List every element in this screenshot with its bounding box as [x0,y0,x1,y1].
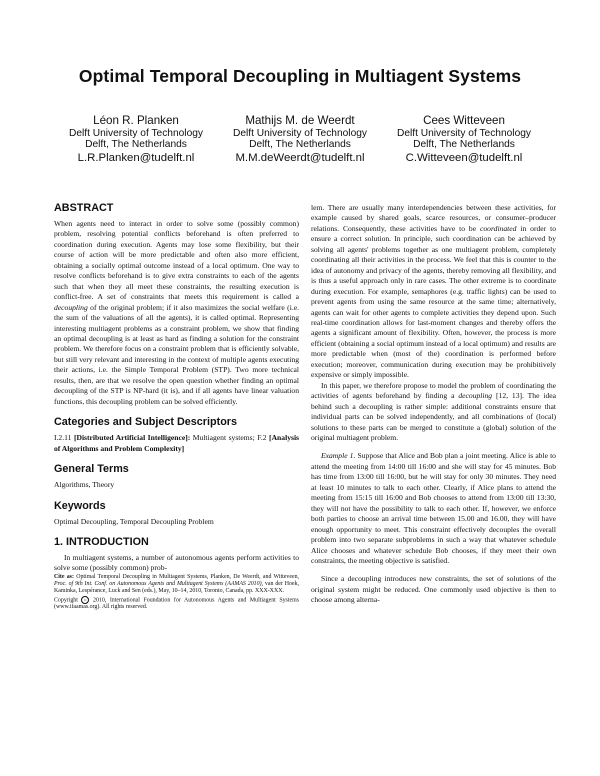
body-paragraph: Since a decoupling introduces new constraints, the set of solutions of the original system might be reduced. One commonly used objective is then to choose among alterna- [311,574,556,605]
body-paragraph: lem. There are usually many interdependencies between these activities, for example caused by shared goals, scarce resources, or consumer–producer relations. Consequently, these activities have to be coordinated in order to ensure a correct solution. In principle, such coordination can be achieved by solving all agents' problems together as one multiagent problem, completely coordinating all their activities in the process. We feel that this is counter to the idea of autonomy and privacy of the agents, thereby removing all flexibility, and is thus a useful approach only in rare cases. The other extreme is to coordinate during execution. For example, semaphores (e.g. traffic lights) can be used to prevent agents from using the same resource at the same time; alternatively, agents can wait for other agents to complete activities they depend upon. Such real-time coordination allows for last-moment changes and thereby offers the agents a significant amount of flexibility. Often, however, the process is more efficient (obtaining a social optimum instead of a local optimum) and results are more predictable when (most of the) coordination is performed before execution; moreover, communication during execution may be prohibitively expensive or simply impossible. [311,203,557,380]
author-1 [54,114,218,165]
author-email: C.Witteveen@tudelft.nl [405,151,523,164]
right-column [311,203,556,606]
author-email: L.R.Planken@tudelft.nl [77,151,195,164]
introduction-heading: 1. INTRODUCTION [54,535,149,548]
keywords-heading: Keywords [54,499,106,512]
author-3 [382,114,546,165]
body-paragraph: In this paper, we therefore propose to model the problem of coordinating the activities of agents beforehand by finding a decoupling [12, 13]. The idea behind such a decoupling is rather simple: additional constraints ensure that individual parts can be solved independently, and all combinations of (local) solutions to these parts can be merged to constitute a (global) solution of the original multiagent problem. [311,380,556,442]
general-terms-text: Algorithms, Theory [54,480,115,490]
categories-text: I.2.11 [Distributed Artificial Intelligence]: Multiagent systems; F.2 [Analysis of Algorithms and Problem Complexity] [54,433,300,453]
abstract-heading: ABSTRACT [54,202,114,214]
author-institution: Delft University of Technology [396,128,531,139]
author-name: Léon R. Planken [93,114,179,127]
copyright-icon: c [81,596,89,604]
paper-title: Optimal Temporal Decoupling in Multiagent Systems [78,66,522,86]
left-column [54,202,299,612]
introduction-text: In multiagent systems, a number of autonomous agents perform activities to solve some (possibly common) prob- [54,552,299,573]
author-institution: Delft University of Technology [68,128,203,139]
author-email: M.M.deWeerdt@tudelft.nl [235,151,365,164]
author-location: Delft, The Netherlands [413,139,515,151]
author-block [54,114,546,164]
abstract-text: When agents need to interact in order to solve some (possibly common) problem, resolving potential conflicts beforehand is often preferred to coordination during execution. Agents may lose some flexibility, but their course of action will be more predictable and often also more efficient, obtaining a socially optimal outcome instead of a local optimum. One way to resolve conflicts beforehand is to give extra constraints to each of the agents such that when they all meet these constraints, the resulting execution is conflict-free. A set of constraints that meets this requirement is called a decoupling of the original problem; if it also maximizes the social welfare (i.e. the sum of the valuations of all the agents), it is called optimal. Representing interesting multiagent problems as a constraint problem, we show that finding an optimal decoupling is at least as hard as finding a solution for the constraint problem. We therefore focus on a constraint problem that is efficiently solvable, but still very relevant and interesting in the context of multiple agents executing their actions, i.e. the Simple Temporal Problem (STP). Two more technical results, then, are that we resolve the open question whether finding an optimal decoupling of the STP is NP-hard (it is), and if all agents have linear valuation functions, this decoupling problem can be solved efficiently. [54,219,299,406]
keywords-text: Optimal Decoupling, Temporal Decoupling Problem [54,516,214,526]
author-location: Delft, The Netherlands [249,139,351,151]
example-paragraph: Example 1. Suppose that Alice and Bob plan a joint meeting. Alice is able to attend the meeting from 14:00 till 16:00 and she will stay for 45 minutes. Bob has time from 13:00 till 16:00, but he will stay for only 30 minutes. They need at least 10 minutes to talk to each other. Clearly, if Alice plans to attend the meeting from 15:15 till 16:00 and Bob chooses to attend from 13:00 till 13:30, they will not have the possibility to talk to each other. If, however, we enforce both parties to choose an arrival time between 15.00 and 16.00, they will have enough opportunity to meet. This constraint effectively decouples the overall problem into two separate subproblems in such a way that whatever schedule Alice chooses and whatever schedule Bob chooses, if they meet their own constraints, the meeting objective is satisfied. [311,451,556,565]
author-name: Cees Witteveen [423,114,505,127]
categories-heading: Categories and Subject Descriptors [54,416,237,429]
author-institution: Delft University of Technology [232,128,367,139]
footer-copyright: Copyright c 2010, International Foundation for Autonomous Agents and Multiagent Systems (www.ifaamas.org). All rights reserved. [54,596,299,611]
general-terms-heading: General Terms [54,463,129,476]
author-name: Mathijs M. de Weerdt [245,114,355,127]
footer-citation: Cite as: Optimal Temporal Decoupling in Multiagent Systems, Planken, De Weerdt, and Witteveen, Proc. of 9th Int. Conf. on Autonomous Agents and Multiagent Systems (AAMAS 2010), van der Hoek, Kaminka, Lespérance, Luck and Sen (eds.), May, 10–14, 2010, Toronto, Canada, pp. XXX-XXX. [54,573,299,595]
author-2 [218,114,382,165]
author-location: Delft, The Netherlands [85,139,187,151]
